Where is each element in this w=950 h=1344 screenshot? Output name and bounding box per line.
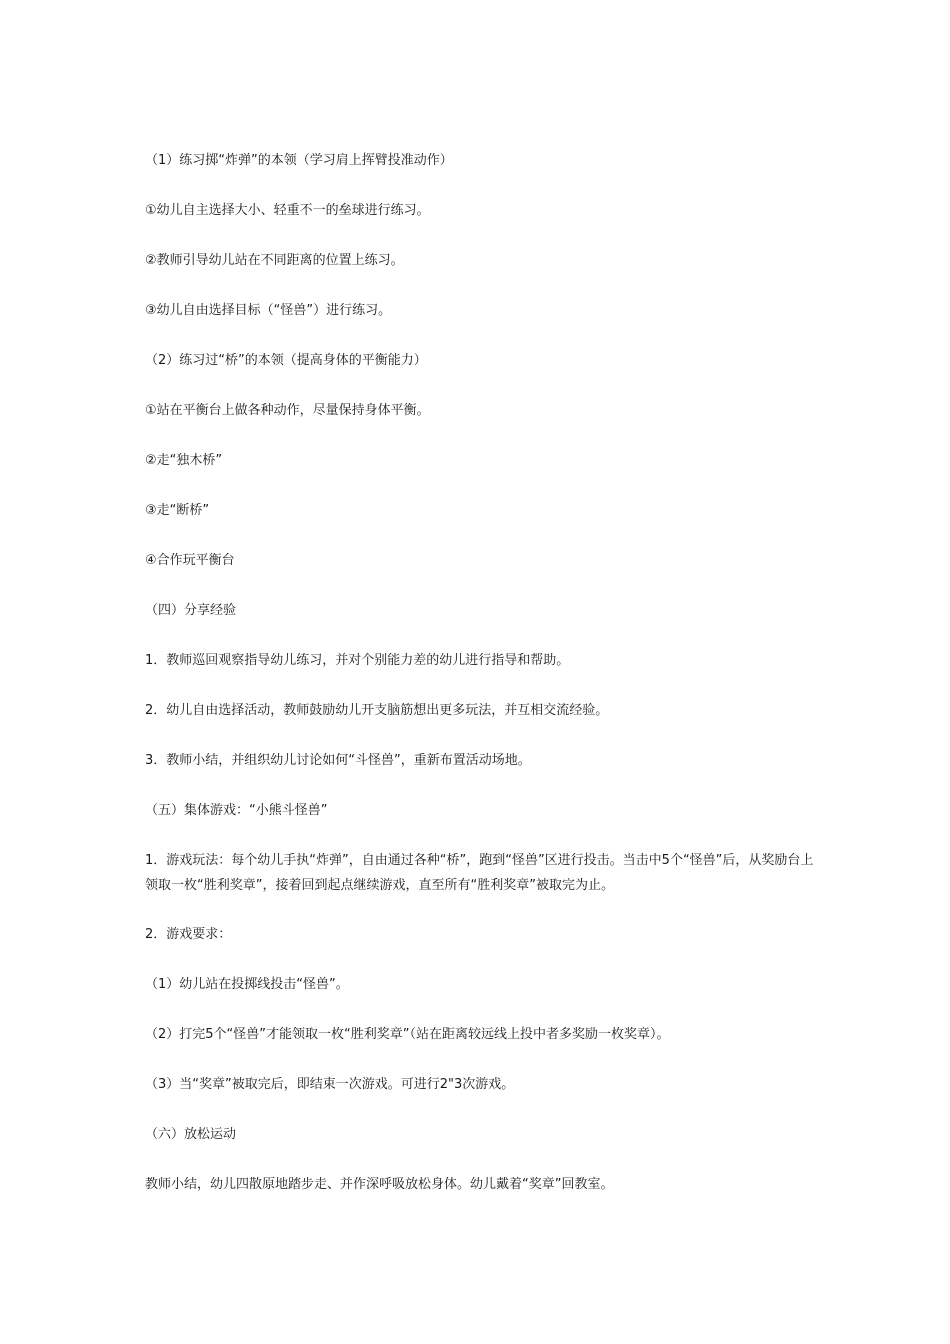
paragraph-section-1: （1）练习掷“炸弹”的本领（学习肩上挥臂投准动作） [145,153,453,168]
section-heading: （六）放松运动 [145,1127,237,1142]
section-heading: （五）集体游戏：“小熊斗怪兽” [145,803,328,818]
paragraph-item: 1．游戏玩法：每个幼儿手执“炸弹”，自由通过各种“桥”，跑到“怪兽”区进行投击。当击中5个“怪兽”后，从奖励台上领取一枚“胜利奖章”，接着回到起点继续游戏，直至所有“胜利奖章”被取完为止。 [145,853,814,893]
paragraph-item: ④合作玩平衡台 [145,553,235,568]
paragraph-item: 1．教师巡回观察指导幼儿练习，并对个别能力差的幼儿进行指导和帮助。 [145,653,570,668]
paragraph-item: ②走“独木桥” [145,453,223,468]
paragraph-item: ③走“断桥” [145,503,210,518]
paragraph-item: （1）幼儿站在投掷线投击“怪兽”。 [145,977,349,992]
paragraph-item: （3）当“奖章”被取完后，即结束一次游戏。可进行2"3次游戏。 [145,1077,515,1092]
paragraph-item: （2）打完5个“怪兽”才能领取一枚“胜利奖章”（站在距离较远线上投中者多奖励一枚奖章）。 [145,1027,670,1042]
paragraph-item: ②教师引导幼儿站在不同距离的位置上练习。 [145,253,404,268]
paragraph-item: ③幼儿自由选择目标（“怪兽”）进行练习。 [145,303,392,318]
paragraph-item: ①站在平衡台上做各种动作，尽量保持身体平衡。 [145,403,430,418]
paragraph-item: 2．游戏要求： [145,927,232,942]
paragraph-item: 教师小结，幼儿四散原地踏步走、并作深呼吸放松身体。幼儿戴着“奖章”回教室。 [145,1177,614,1192]
section-heading: （四）分享经验 [145,603,237,618]
paragraph-item: ①幼儿自主选择大小、轻重不一的垒球进行练习。 [145,203,430,218]
paragraph-item: 3．教师小结，并组织幼儿讨论如何“斗怪兽”，重新布置活动场地。 [145,753,531,768]
paragraph-item: 2．幼儿自由选择活动，教师鼓励幼儿开支脑筋想出更多玩法，并互相交流经验。 [145,703,609,718]
paragraph-section-2: （2）练习过“桥”的本领（提高身体的平衡能力） [145,353,427,368]
